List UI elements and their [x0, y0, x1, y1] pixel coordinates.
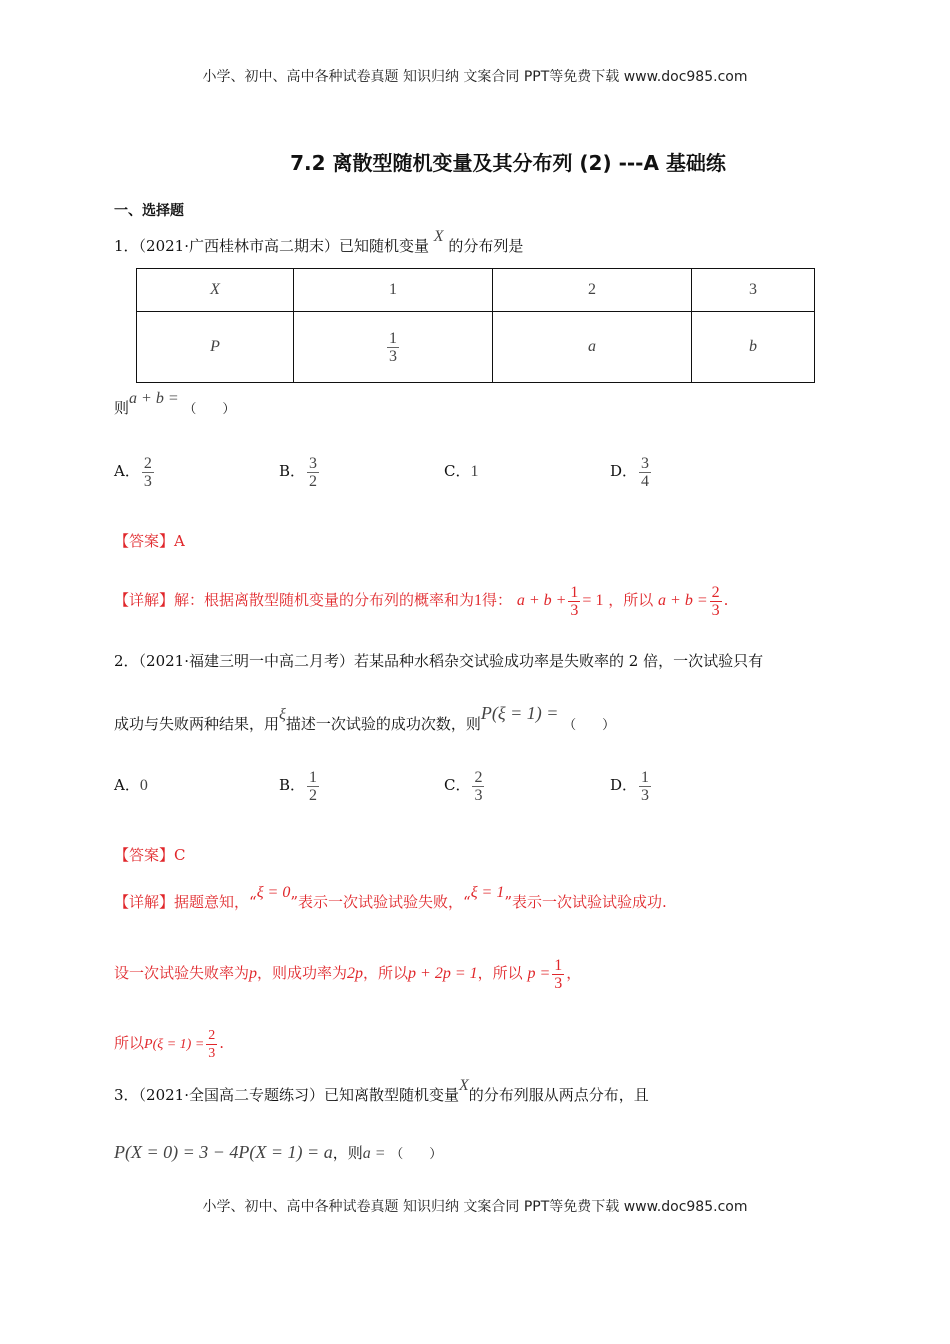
text: 3 — [641, 786, 650, 804]
text: 3 — [389, 347, 397, 365]
text: 1 — [641, 768, 650, 786]
fraction — [387, 330, 399, 365]
q1-stem — [114, 228, 524, 258]
q2-stem: 2．（2021·福建三明一中高二月考）若某品种水稻杂交试验成功率是失败率的 2 倍，一次试验只有 — [114, 652, 764, 670]
q2-stem-line2 — [114, 703, 616, 735]
q1-distribution-table — [136, 268, 815, 383]
fraction — [568, 584, 580, 619]
text: 所以 — [114, 1034, 145, 1052]
text: ，则成功率为 — [257, 964, 348, 982]
text: 3 — [641, 454, 650, 472]
text: ξ = 1 — [470, 884, 505, 901]
page-footer: 小学、初中、高中各种试卷真题 知识归纳 文案合同 PPT等免费下载 www.doc985.com — [202, 1199, 748, 1215]
q2-option-b — [279, 765, 321, 805]
text: p = — [527, 965, 551, 982]
text: 2 — [208, 1027, 216, 1043]
fraction — [639, 455, 651, 490]
fraction — [710, 584, 722, 619]
page-header: 小学、初中、高中各种试卷真题 知识归纳 文案合同 PPT等免费下载 www.doc985.com — [202, 69, 748, 85]
text: ξ — [279, 706, 286, 723]
text: X — [459, 1077, 469, 1094]
text: D． — [610, 776, 638, 794]
text: ”表示一次试验试验成功. — [504, 893, 667, 911]
text: ”表示一次试验试验失败，“ — [290, 893, 471, 911]
q2-option-d — [610, 765, 653, 805]
q1-question — [114, 390, 236, 420]
text: 的分布列服从两点分布，且 — [468, 1086, 649, 1104]
fraction — [552, 957, 564, 992]
fraction — [307, 769, 319, 804]
text: 1 — [474, 592, 483, 609]
math-expr: a + b = — [129, 390, 179, 407]
q2-option-c — [444, 765, 486, 805]
table-cell — [294, 312, 493, 383]
q1-option-c — [444, 451, 478, 491]
table-cell: 3 — [692, 269, 815, 312]
text: B． — [279, 462, 306, 480]
text: 则 — [114, 399, 130, 417]
q1-answer: 【答案】A — [114, 532, 185, 550]
table-cell: 1 — [294, 269, 493, 312]
text: 成功与失败两种结果，用 — [114, 715, 280, 733]
text: 2 — [309, 472, 318, 490]
text: 据题意知，“ — [174, 893, 257, 911]
text: ，所以 — [477, 964, 523, 982]
text: ，则 — [332, 1144, 363, 1162]
text: . — [219, 1034, 225, 1052]
fraction — [639, 769, 651, 804]
text: C． — [444, 776, 471, 794]
q1-option-a — [114, 451, 156, 491]
text: ，所以 — [363, 964, 409, 982]
answer-blank: （ ） — [390, 1147, 443, 1162]
text: 3．（2021·全国高二专题练习）已知离散型随机变量 — [114, 1086, 459, 1104]
fraction — [307, 455, 319, 490]
table-cell: X — [137, 269, 294, 312]
text: P(ξ = 1) = — [144, 1037, 205, 1052]
q2-detail-line2 — [114, 953, 581, 993]
q1-option-b — [279, 451, 321, 491]
text: 得： — [482, 591, 513, 609]
text: 解：根据离散型随机变量的分布列的概率和为 — [174, 591, 475, 609]
text: 1 — [309, 768, 318, 786]
fraction — [472, 769, 484, 804]
q2-detail-line3 — [114, 1023, 224, 1063]
text: 【详解】 — [114, 893, 175, 911]
text: ， — [566, 964, 582, 982]
text: 3 — [143, 472, 152, 490]
q3-question — [114, 1140, 442, 1164]
text: D． — [610, 462, 638, 480]
text: p + 2p = 1 — [408, 965, 478, 982]
q2-detail-line1 — [114, 884, 667, 914]
text — [137, 269, 815, 383]
text: 2 — [309, 786, 318, 804]
text: 2 — [143, 454, 152, 472]
text: a + b = — [658, 592, 708, 609]
text: 1 — [470, 463, 479, 480]
table-cell: a — [493, 312, 692, 383]
text: ，所以 — [608, 591, 654, 609]
text: 【详解】 — [114, 591, 175, 609]
text: 4 — [641, 472, 650, 490]
text: 3 — [570, 601, 579, 619]
text — [137, 269, 815, 312]
text: a + b + — [516, 592, 567, 609]
q2-answer: 【答案】C — [114, 846, 186, 864]
answer-blank: （ ） — [183, 402, 236, 417]
q2-option-a — [114, 765, 148, 805]
text: 3 — [208, 1045, 216, 1061]
q1-stem-text: 1．（2021·广西桂林市高二期末）已知随机变量 — [114, 237, 429, 255]
text: p — [249, 965, 258, 982]
text: . — [723, 591, 729, 609]
text: 3 — [309, 454, 318, 472]
answer-blank: （ ） — [563, 718, 616, 733]
table-cell: P — [137, 312, 294, 383]
text: 2p — [347, 965, 364, 982]
text: ξ = 0 — [256, 884, 291, 901]
q1-option-d — [610, 451, 653, 491]
text: 3 — [554, 974, 563, 992]
text: 0 — [139, 777, 148, 794]
text: B． — [279, 776, 306, 794]
text: 1 — [570, 583, 579, 601]
fraction — [142, 455, 154, 490]
q1-var: X — [433, 228, 444, 245]
text: a = — [362, 1145, 386, 1162]
text: 1 — [554, 956, 563, 974]
text: C． — [444, 462, 471, 480]
page-title: 7.2 离散型随机变量及其分布列 (2) ---A 基础练 — [290, 151, 726, 175]
table-cell: 2 — [493, 269, 692, 312]
q1-stem-suffix: 的分布列是 — [448, 237, 524, 255]
text — [137, 312, 815, 383]
text: A． — [114, 462, 140, 480]
text: 3 — [474, 786, 483, 804]
text: 2 — [711, 583, 720, 601]
text: 1 — [389, 329, 397, 347]
text: 3 — [711, 601, 720, 619]
text: P(X = 0) = 3 − 4P(X = 1) = a — [114, 1142, 333, 1162]
table-cell: b — [692, 312, 815, 383]
q1-detail — [114, 580, 728, 620]
text: = 1 — [582, 592, 604, 609]
text: 描述一次试验的成功次数，则 — [285, 715, 481, 733]
text: A． — [114, 776, 140, 794]
fraction — [206, 1027, 217, 1062]
text: P(ξ = 1) = — [480, 703, 559, 723]
section-heading: 一、选择题 — [114, 203, 184, 219]
text: 2 — [474, 768, 483, 786]
text: 设一次试验失败率为 — [114, 964, 250, 982]
q3-stem — [114, 1077, 649, 1107]
